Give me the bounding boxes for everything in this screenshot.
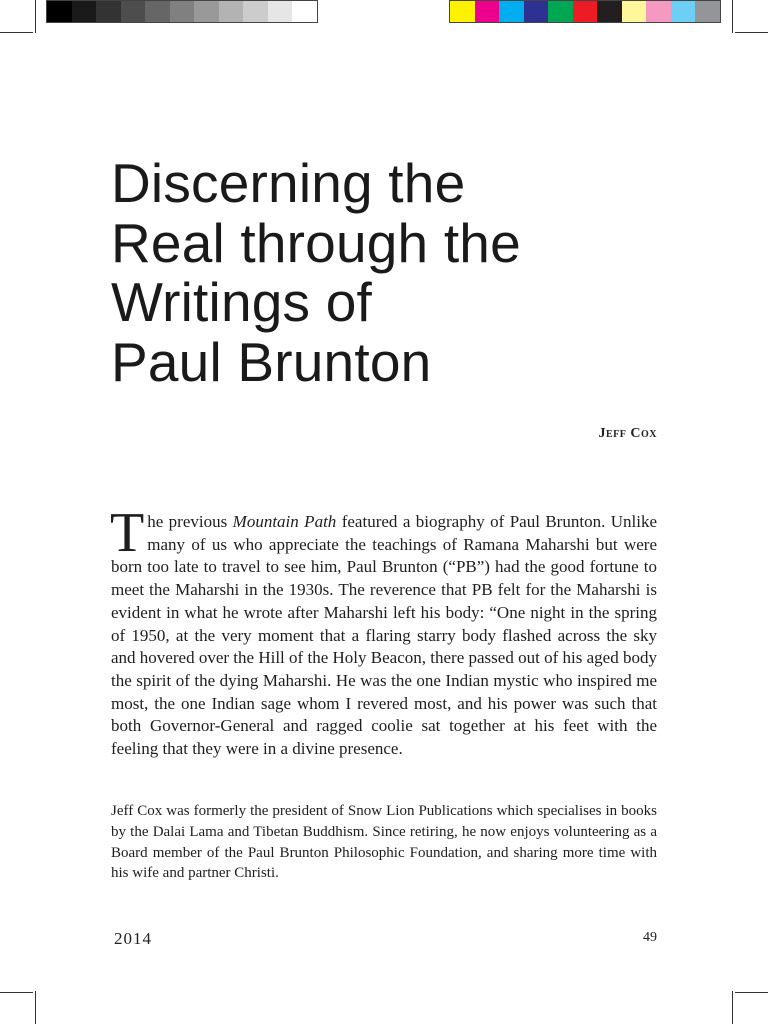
- gray-swatch: [194, 1, 219, 22]
- title-line: Writings of: [111, 271, 372, 333]
- color-swatch: [499, 1, 524, 22]
- article-body: [110, 502, 657, 761]
- gray-swatch: [170, 1, 195, 22]
- page-number: 49: [643, 930, 657, 945]
- gray-swatch: [72, 1, 97, 22]
- gray-swatch: [121, 1, 146, 22]
- gray-swatch: [47, 1, 72, 22]
- crop-mark: [735, 992, 768, 993]
- crop-mark: [35, 991, 36, 1024]
- title-line: Real through the: [111, 211, 521, 274]
- crop-mark: [732, 991, 733, 1024]
- body-text: he previous: [147, 512, 233, 531]
- grayscale-calibration-bar: [46, 0, 318, 23]
- color-swatch: [450, 1, 475, 22]
- article-title: [111, 154, 671, 392]
- color-swatch: [475, 1, 500, 22]
- gray-swatch: [268, 1, 293, 22]
- gray-swatch: [96, 1, 121, 22]
- color-swatch: [524, 1, 549, 22]
- gray-swatch: [219, 1, 244, 22]
- color-swatch: [573, 1, 598, 22]
- color-swatch: [597, 1, 622, 22]
- magazine-name: Mountain Path: [232, 512, 337, 531]
- drop-cap: T: [110, 502, 145, 564]
- author-bio: Jeff Cox was formerly the president of Snow Lion Publications which specialises in books by the Dalai Lama and Tibetan Buddhism. Since retiring, he now enjoys volunteering as a Board member of the Paul Brunton Philosophic Foundation, and sharing more time with his wife and partner Christi.: [111, 803, 657, 882]
- color-swatch: [646, 1, 671, 22]
- gray-swatch: [243, 1, 268, 22]
- crop-mark: [35, 0, 36, 33]
- author-byline: Jeff Cox: [598, 426, 657, 441]
- gray-swatch: [292, 1, 317, 22]
- crop-mark: [0, 32, 33, 33]
- title-line: Paul Brunton: [111, 330, 432, 393]
- crop-mark: [735, 32, 768, 33]
- color-calibration-bar: [449, 0, 721, 23]
- crop-mark: [732, 0, 733, 33]
- color-swatch: [548, 1, 573, 22]
- color-swatch: [671, 1, 696, 22]
- color-swatch: [695, 1, 720, 22]
- body-text: featured a biography of Paul Brunton. Unlike many of us who appreciate the teachings of Ramana Maharshi but were born too late to travel to see him, Paul Brunton (“PB”) had the good fortune to meet the Maharshi in the 1930s. The reverence that PB felt for the Maharshi is evident in what he wrote after Maharshi left his body: “One night in the spring of 1950, at the very moment that a flaring starry body flashed across the sky and hovered over the Hill of the Holy Beacon, there passed out of his aged body the spirit of the dying Maharshi. He was the one Indian mystic who inspired me most, the one Indian sage whom I revered most, and his power was such that both Governor-General and ragged coolie sat together at his feet with the feeling that they were in a divine presence.: [111, 512, 657, 759]
- gray-swatch: [145, 1, 170, 22]
- footer-year: 2014: [114, 929, 152, 948]
- color-swatch: [622, 1, 647, 22]
- crop-mark: [0, 992, 33, 993]
- title-line: Discerning the: [111, 152, 466, 214]
